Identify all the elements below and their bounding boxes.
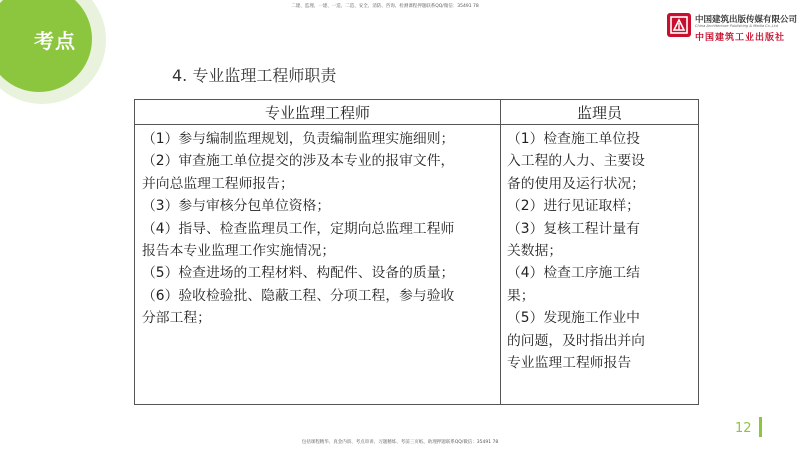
duty-line: （4）检查工序施工结 <box>507 265 640 282</box>
duty-line: （4）指导、检查监理员工作，定期向总监理工程师 <box>142 220 455 237</box>
duty-line: （3）复核工程计量有 <box>507 220 640 237</box>
section-heading: 4. 专业监理工程师职责 <box>172 66 337 85</box>
header-note: 二建、监理、一建、一造、二造、安全、消防、咨询、检测课程押题联系QQ/微信：35491 78 <box>291 4 479 9</box>
duty-line: 果； <box>507 287 535 304</box>
duty-line: （2）进行见证取样； <box>507 198 640 215</box>
duty-line: （3）参与审核分包单位资格； <box>142 198 331 215</box>
column-divider <box>500 100 501 404</box>
duty-line: 并向总监理工程师报告； <box>142 175 294 192</box>
header-divider <box>135 124 698 125</box>
header-inspector: 监理员 <box>576 104 622 122</box>
duty-line: 的问题，及时指出并向 <box>507 332 645 349</box>
professional-engineer-duties <box>142 128 496 330</box>
duty-line: （5）发现施工作业中 <box>507 310 640 327</box>
badge-label: 考点 <box>34 29 76 53</box>
duty-line: 入工程的人力、主要设 <box>507 153 645 170</box>
inspector-duties <box>507 128 697 374</box>
duty-line: 备的使用及运行状况； <box>507 175 645 192</box>
duties-table <box>134 99 699 405</box>
publisher-script-name: 中国建筑工业出版社 <box>695 33 786 43</box>
publisher-name-en: China Architecture Publishing & Media Co.,Ltd <box>695 24 778 28</box>
duty-line: （6）验收检验批、隐蔽工程、分项工程，参与验收 <box>142 287 455 304</box>
publisher-name-cn: 中国建筑出版传媒有限公司 <box>695 15 798 25</box>
header-professional-engineer: 专业监理工程师 <box>264 104 370 122</box>
duty-line: 专业监理工程师报告 <box>507 355 632 372</box>
page-accent-bar <box>759 417 762 437</box>
duty-line: （5）检查进场的工程材料、构配件、设备的质量； <box>142 265 455 282</box>
duty-line: 报告本专业监理工作实施情况； <box>142 243 336 260</box>
footer-note: 包括课程精华、真金内训、考点串讲、习题精炼、考前三页纸、助理押题联系QQ/微信：35491 78 <box>301 440 499 445</box>
duty-line: 分部工程； <box>142 310 211 327</box>
duty-line: 关数据； <box>507 243 563 260</box>
duty-line: （2）审查施工单位提交的涉及本专业的报审文件， <box>142 153 455 170</box>
page-number: 12 <box>735 421 752 436</box>
publisher-logo <box>666 10 796 44</box>
duty-line: （1）检查施工单位投 <box>507 131 640 147</box>
duty-line: （1）参与编制监理规划，负责编制监理实施细则； <box>142 131 455 147</box>
publisher-emblem-icon <box>666 12 692 38</box>
